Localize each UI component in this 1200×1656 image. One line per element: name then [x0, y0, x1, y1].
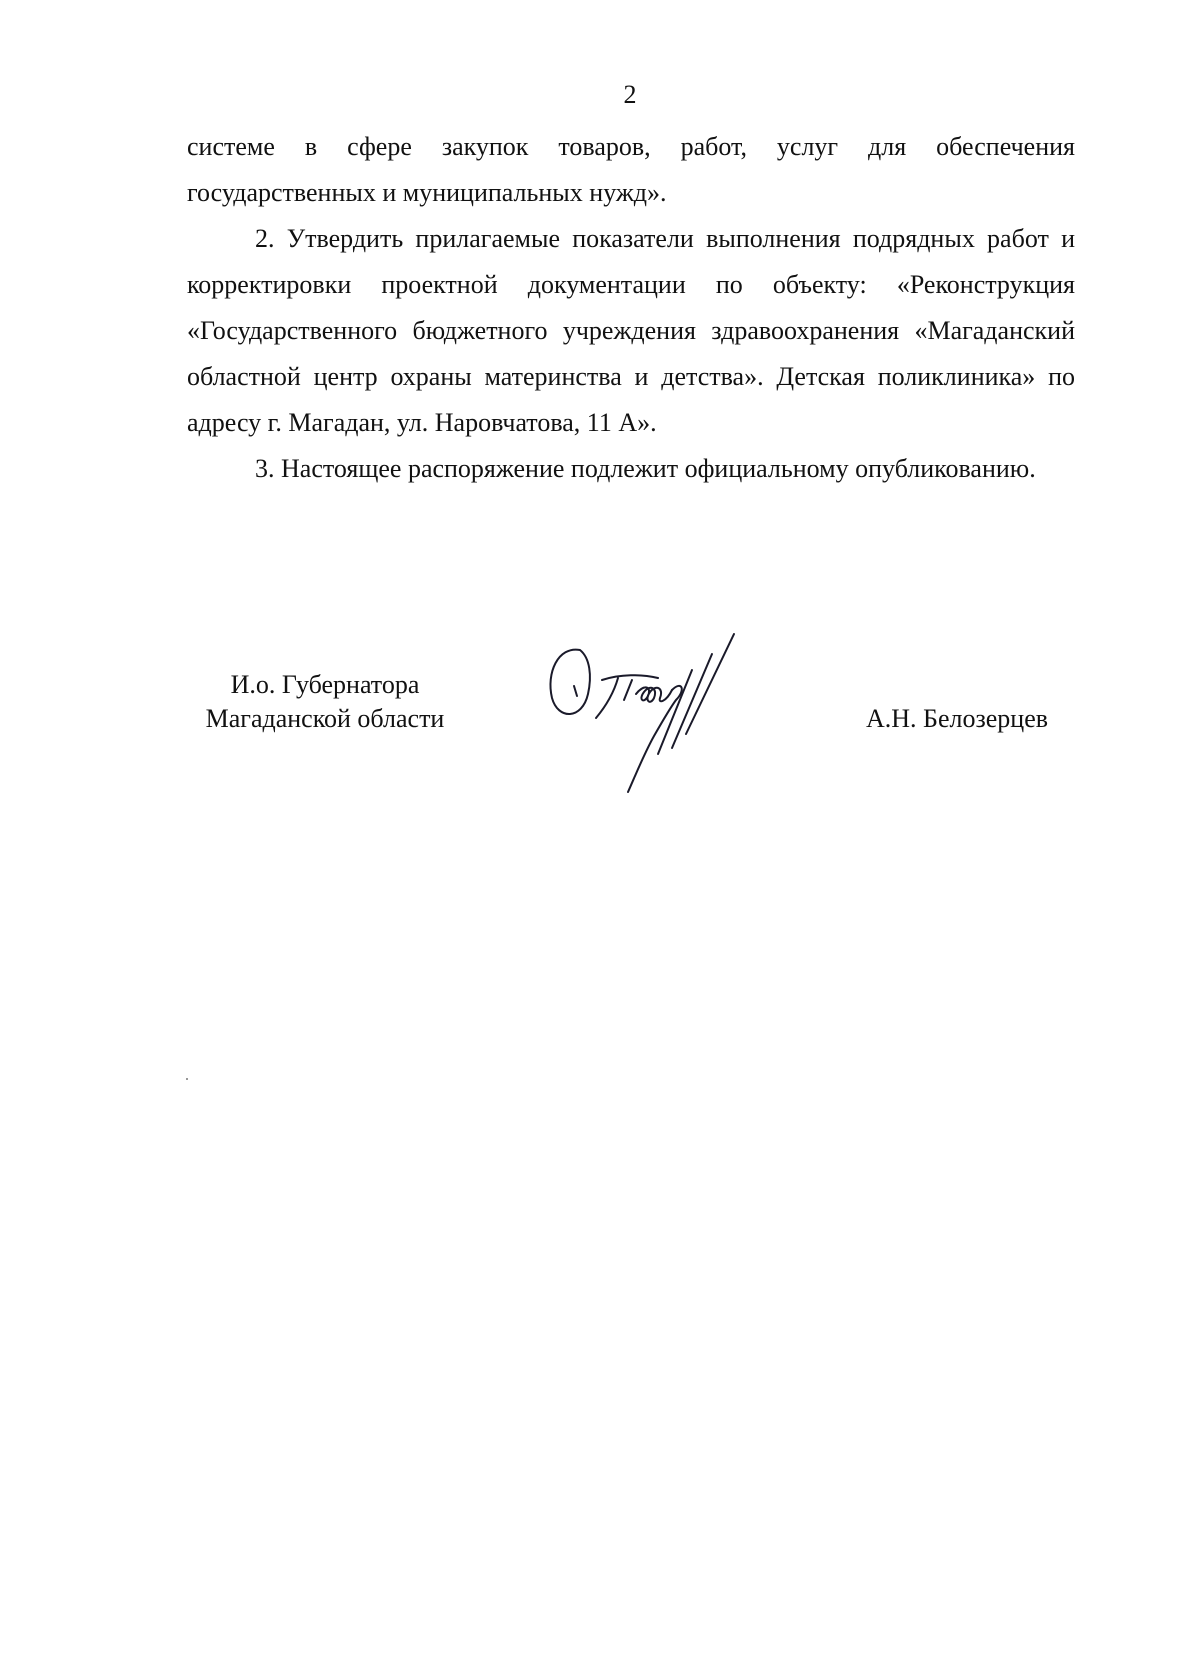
scan-speck [186, 1078, 188, 1080]
signer-title [180, 668, 470, 736]
paragraph-item-2: 2. Утвердить прилагаемые показатели выполнения подрядных работ и корректировки проектной документации по объекту: «Реконструкция «Государственного бюджетного учреждения здравоохранения «Магаданский областной центр охраны материнства и детства». Детская поликлиника» по адресу г. Магадан, ул. Наровчатова, 11 А». [187, 224, 1075, 437]
signer-name: А.Н. Белозерцев [866, 704, 1049, 733]
document-body [187, 124, 1075, 492]
paragraph-item-3: 3. Настоящее распоряжение подлежит официальному опубликованию. [255, 454, 1036, 483]
signature-icon [540, 628, 780, 808]
page-number: 2 [623, 80, 637, 109]
signer-title-line-2: Магаданской области [205, 704, 445, 733]
signer-title-line-1: И.о. Губернатора [230, 670, 420, 699]
paragraph-continuation: системе в сфере закупок товаров, работ, услуг для обеспечения государственных и муниципальных нужд». [187, 132, 1075, 207]
